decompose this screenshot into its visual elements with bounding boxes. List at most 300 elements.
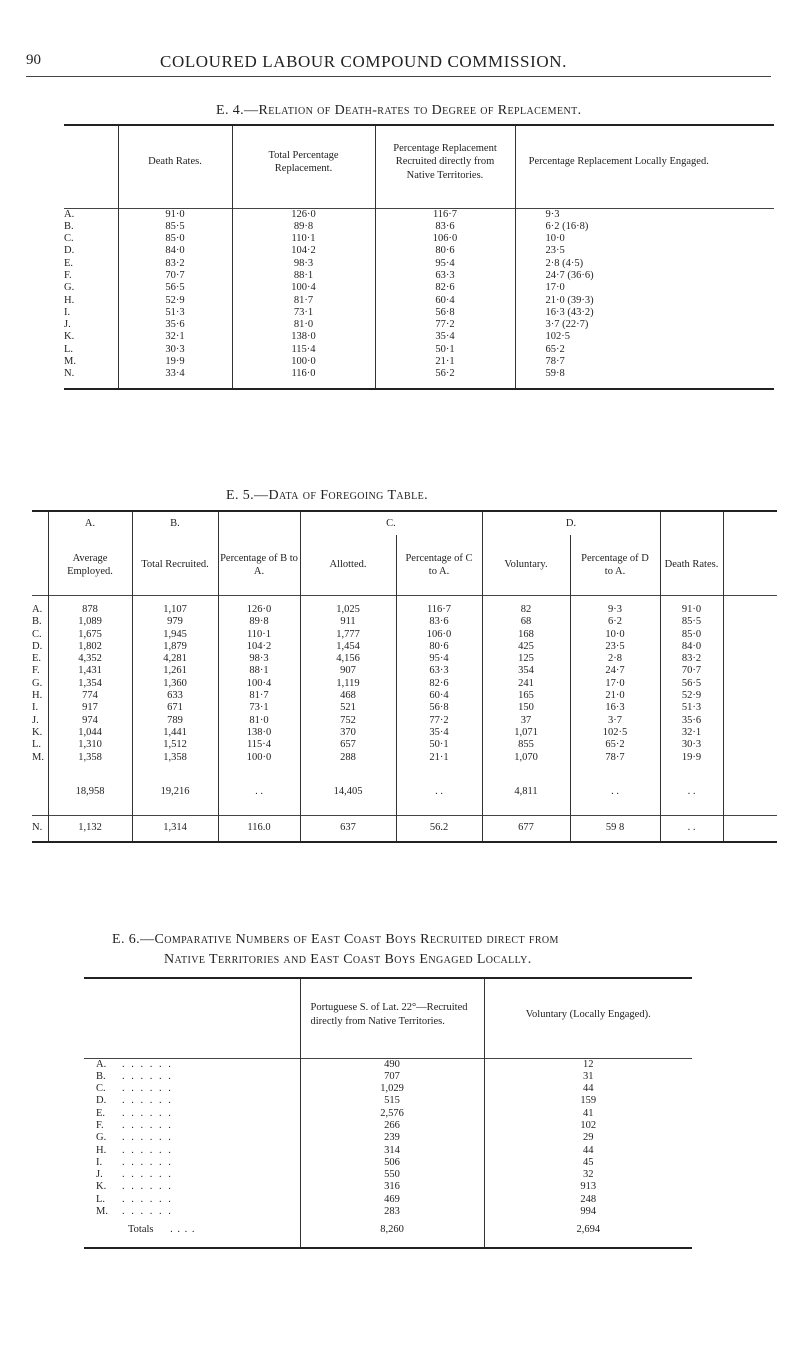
row-label-cell [84, 1132, 300, 1144]
voluntary-value: 45 [484, 1157, 692, 1169]
voluntary-value: 168 [482, 629, 570, 641]
leader-dots: . . . . . . [122, 1119, 173, 1131]
leader-dots: . . . . . . [122, 1193, 173, 1205]
row-label: G. [64, 282, 75, 294]
local-replacement-value: 23·5 [515, 245, 774, 257]
row-label: H. [96, 1144, 107, 1156]
native-replacement-value: 116·7 [375, 208, 515, 221]
pct-d-to-a-value: 9·3 [570, 604, 660, 616]
pct-b-to-a-value: 89·8 [218, 616, 300, 628]
portuguese-value: 2,576 [300, 1108, 484, 1120]
row-label: G. [96, 1132, 107, 1144]
row-label: I. [96, 1156, 103, 1168]
table-6-title-line2: Native Territories and East Coast Boys Engaged Locally. [164, 952, 532, 967]
row-label: K. [32, 726, 43, 738]
leader-dots: . . . . . . [122, 1181, 173, 1193]
row-label: K. [64, 331, 75, 343]
row-label-cell [84, 1120, 300, 1132]
table-row [32, 678, 777, 690]
leader-dots: . . . . . . [122, 1169, 173, 1181]
row-label-cell [84, 1083, 300, 1095]
portuguese-value: 707 [300, 1071, 484, 1083]
pct-d-to-a-value: 3·7 [570, 715, 660, 727]
allotted-value: 907 [300, 665, 396, 677]
row-label: J. [64, 319, 71, 331]
leader-dots: . . . . . . [122, 1144, 173, 1156]
leader-dots: . . . . . . [122, 1058, 173, 1070]
t5-header-average-employed: Average Employed. [48, 535, 132, 595]
t5-total-vol: 4,811 [482, 786, 570, 816]
row-label-cell [84, 1206, 300, 1218]
average-employed-value: 1,358 [48, 752, 132, 764]
pct-d-to-a-value: 21·0 [570, 690, 660, 702]
row-label: B. [96, 1070, 106, 1082]
local-replacement-value: 59·8 [515, 368, 774, 380]
table-4-title: Relation of Death-rates to Degree of Replacement. [258, 103, 582, 118]
death-rate-value: 85·5 [118, 221, 232, 233]
row-label: D. [32, 640, 43, 652]
voluntary-value: 125 [482, 653, 570, 665]
native-replacement-value: 56·8 [375, 307, 515, 319]
total-replacement-value: 115·4 [232, 344, 375, 356]
voluntary-value: 913 [484, 1181, 692, 1193]
row-label: A. [32, 604, 43, 615]
row-label: D. [64, 245, 75, 257]
death-rate-value: 83·2 [118, 258, 232, 270]
table-5-number: E. 5.— [226, 488, 269, 503]
local-replacement-value: 2·8 (4·5) [515, 258, 774, 270]
t5-totals-row [32, 786, 777, 816]
table-row [84, 1095, 692, 1107]
row-label: C. [96, 1083, 106, 1095]
table-row [32, 641, 777, 653]
pct-b-to-a-value: 81·7 [218, 690, 300, 702]
total-recruited-value: 4,281 [132, 653, 218, 665]
portuguese-value: 266 [300, 1120, 484, 1132]
pct-d-to-a-value: 10·0 [570, 629, 660, 641]
row-label-cell [84, 1194, 300, 1206]
page-number: 90 [26, 52, 41, 68]
pct-c-to-a-value: 83·6 [396, 616, 482, 628]
allotted-value: 1,025 [300, 604, 396, 616]
row-label: L. [96, 1193, 106, 1205]
t5-group-d: D. [482, 511, 660, 535]
row-label-cell [84, 1145, 300, 1157]
death-rate-value: 51·3 [118, 307, 232, 319]
table-row [84, 1157, 692, 1169]
row-label: L. [64, 343, 74, 355]
average-employed-value: 1,354 [48, 678, 132, 690]
pct-b-to-a-value: 100·0 [218, 752, 300, 764]
table-6-number: E. 6.— [112, 932, 155, 947]
total-recruited-value: 1,512 [132, 739, 218, 751]
table-6-title-line1: Comparative Numbers of East Coast Boys Recruited direct from [154, 932, 559, 947]
death-rate-value: 30·3 [660, 739, 723, 751]
row-label: D. [96, 1095, 107, 1107]
native-replacement-value: 80·6 [375, 245, 515, 257]
header-rule [26, 76, 771, 77]
local-replacement-value: 16·3 (43·2) [515, 307, 774, 319]
pct-c-to-a-value: 60·4 [396, 690, 482, 702]
allotted-value: 4,156 [300, 653, 396, 665]
native-replacement-value: 56·2 [375, 368, 515, 380]
table-row [84, 1120, 692, 1132]
total-recruited-value: 1,107 [132, 604, 218, 616]
leader-dots: . . . . . . [122, 1107, 173, 1119]
table-row [64, 258, 774, 270]
allotted-value: 1,454 [300, 641, 396, 653]
table-row [84, 1108, 692, 1120]
voluntary-value: 37 [482, 715, 570, 727]
voluntary-value: 12 [484, 1058, 692, 1071]
pct-b-to-a-value: 104·2 [218, 641, 300, 653]
voluntary-value: 82 [482, 604, 570, 616]
total-replacement-value: 88·1 [232, 270, 375, 282]
portuguese-value: 506 [300, 1157, 484, 1169]
t5-n-recr: 1,314 [132, 816, 218, 842]
row-label: C. [32, 628, 42, 640]
death-rate-value: 84·0 [118, 245, 232, 257]
table-row [32, 665, 777, 677]
row-label: M. [96, 1206, 108, 1218]
table-row [64, 307, 774, 319]
table-6-caption-line2 [164, 952, 532, 968]
death-rate-value: 84·0 [660, 641, 723, 653]
t6-totals-row [84, 1224, 692, 1248]
t5-header-pct-b: Percentage of B to A. [218, 535, 300, 595]
pct-c-to-a-value: 82·6 [396, 678, 482, 690]
pct-b-to-a-value: 88·1 [218, 665, 300, 677]
voluntary-value: 425 [482, 641, 570, 653]
row-label: E. [96, 1107, 106, 1119]
average-employed-value: 1,802 [48, 641, 132, 653]
local-replacement-value: 3·7 (22·7) [515, 319, 774, 331]
total-replacement-value: 81·7 [232, 295, 375, 307]
allotted-value: 911 [300, 616, 396, 628]
average-employed-value: 1,310 [48, 739, 132, 751]
total-recruited-value: 671 [132, 702, 218, 714]
average-employed-value: 878 [48, 604, 132, 616]
total-replacement-value: 116·0 [232, 368, 375, 380]
table-row [32, 604, 777, 616]
native-replacement-value: 106·0 [375, 233, 515, 245]
total-recruited-value: 1,360 [132, 678, 218, 690]
native-replacement-value: 83·6 [375, 221, 515, 233]
portuguese-value: 469 [300, 1194, 484, 1206]
table-row [64, 356, 774, 368]
table-row [84, 1194, 692, 1206]
average-employed-value: 4,352 [48, 653, 132, 665]
death-rate-value: 32·1 [660, 727, 723, 739]
table-row [32, 715, 777, 727]
death-rate-value: 70·7 [118, 270, 232, 282]
t6-total-voluntary: 2,694 [484, 1224, 692, 1248]
table-row [84, 1206, 692, 1218]
pct-b-to-a-value: 110·1 [218, 629, 300, 641]
portuguese-value: 316 [300, 1181, 484, 1193]
row-label: F. [32, 665, 40, 677]
leader-dots: . . . . . . [122, 1083, 173, 1095]
total-replacement-value: 138·0 [232, 331, 375, 343]
pct-c-to-a-value: 63·3 [396, 665, 482, 677]
t6-label-header [84, 978, 300, 1050]
t6-total-portuguese: 8,260 [300, 1224, 484, 1248]
t4-header-total: Total Percentage Replacement. [232, 125, 375, 198]
local-replacement-value: 24·7 (36·6) [515, 270, 774, 282]
local-replacement-value: 9·3 [515, 208, 774, 221]
table-row [64, 368, 774, 380]
total-recruited-value: 633 [132, 690, 218, 702]
voluntary-value: 248 [484, 1194, 692, 1206]
native-replacement-value: 21·1 [375, 356, 515, 368]
average-employed-value: 774 [48, 690, 132, 702]
pct-b-to-a-value: 115·4 [218, 739, 300, 751]
local-replacement-value: 17·0 [515, 282, 774, 294]
pct-d-to-a-value: 17·0 [570, 678, 660, 690]
row-label-cell [84, 1058, 300, 1071]
allotted-value: 468 [300, 690, 396, 702]
row-label: N. [64, 368, 75, 380]
death-rate-value: 51·3 [660, 702, 723, 714]
table-5-caption [226, 488, 428, 504]
portuguese-value: 239 [300, 1132, 484, 1144]
allotted-value: 1,119 [300, 678, 396, 690]
total-recruited-value: 1,441 [132, 727, 218, 739]
table-row [32, 653, 777, 665]
t5-n-avg: 1,132 [48, 816, 132, 842]
death-rate-value: 32·1 [118, 331, 232, 343]
row-label: E. [32, 653, 42, 665]
pct-d-to-a-value: 6·2 [570, 616, 660, 628]
row-label: G. [32, 677, 43, 689]
total-recruited-value: 1,358 [132, 752, 218, 764]
voluntary-value: 855 [482, 739, 570, 751]
table-row [64, 208, 774, 221]
row-label: M. [32, 751, 44, 763]
table-row [64, 233, 774, 245]
pct-d-to-a-value: 102·5 [570, 727, 660, 739]
table-4 [64, 124, 774, 390]
row-label-cell [84, 1169, 300, 1181]
total-recruited-value: 1,879 [132, 641, 218, 653]
t5-total-allot: 14,405 [300, 786, 396, 816]
voluntary-value: 29 [484, 1132, 692, 1144]
total-replacement-value: 110·1 [232, 233, 375, 245]
native-replacement-value: 60·4 [375, 295, 515, 307]
death-rate-value: 33·4 [118, 368, 232, 380]
row-label: K. [96, 1181, 107, 1193]
table-row [64, 344, 774, 356]
t5-header-pct-c: Percentage of C to A. [396, 535, 482, 595]
t5-header-death-rates: Death Rates. [660, 535, 723, 595]
total-replacement-value: 73·1 [232, 307, 375, 319]
voluntary-value: 354 [482, 665, 570, 677]
row-label: J. [96, 1169, 103, 1181]
voluntary-value: 159 [484, 1095, 692, 1107]
table-row [84, 1083, 692, 1095]
voluntary-value: 1,071 [482, 727, 570, 739]
voluntary-value: 44 [484, 1083, 692, 1095]
average-employed-value: 1,089 [48, 616, 132, 628]
total-replacement-value: 100·4 [232, 282, 375, 294]
total-recruited-value: 789 [132, 715, 218, 727]
t5-total-pb: . . [218, 786, 300, 816]
t5-n-row [32, 816, 777, 842]
table-row [84, 1145, 692, 1157]
row-label: F. [96, 1119, 104, 1131]
death-rate-value: 52·9 [118, 295, 232, 307]
pct-b-to-a-value: 81·0 [218, 715, 300, 727]
t6-totals-text: Totals [128, 1224, 154, 1236]
t5-header-total-recruited: Total Recruited. [132, 535, 218, 595]
pct-c-to-a-value: 77·2 [396, 715, 482, 727]
row-label: A. [96, 1058, 107, 1070]
table-5-title: Data of Foregoing Table. [268, 488, 428, 503]
pct-c-to-a-value: 50·1 [396, 739, 482, 751]
table-6-caption [112, 932, 559, 948]
voluntary-value: 994 [484, 1206, 692, 1218]
row-label: L. [32, 739, 42, 751]
pct-b-to-a-value: 138·0 [218, 727, 300, 739]
t5-header-allotted: Allotted. [300, 535, 396, 595]
pct-b-to-a-value: 98·3 [218, 653, 300, 665]
total-replacement-value: 81·0 [232, 319, 375, 331]
pct-c-to-a-value: 95·4 [396, 653, 482, 665]
allotted-value: 521 [300, 702, 396, 714]
table-row [32, 702, 777, 714]
portuguese-value: 1,029 [300, 1083, 484, 1095]
table-row [64, 331, 774, 343]
row-label: F. [64, 269, 72, 281]
voluntary-value: 241 [482, 678, 570, 690]
t5-n-pb: 116.0 [218, 816, 300, 842]
t5-total-pd: . . [570, 786, 660, 816]
death-rate-value: 85·5 [660, 616, 723, 628]
leader-dots: . . . . . . [122, 1095, 173, 1107]
t5-group-b: B. [132, 511, 218, 535]
death-rate-value: 85·0 [660, 629, 723, 641]
total-replacement-value: 89·8 [232, 221, 375, 233]
t5-n-death: . . [660, 816, 723, 842]
table-row [32, 629, 777, 641]
death-rate-value: 91·0 [118, 208, 232, 221]
native-replacement-value: 77·2 [375, 319, 515, 331]
pct-c-to-a-value: 106·0 [396, 629, 482, 641]
row-label: C. [64, 233, 74, 245]
voluntary-value: 150 [482, 702, 570, 714]
portuguese-value: 490 [300, 1058, 484, 1071]
table-row [84, 1181, 692, 1193]
t5-group-a: A. [48, 511, 132, 535]
row-label-cell [84, 1181, 300, 1193]
death-rate-value: 19·9 [660, 752, 723, 764]
portuguese-value: 550 [300, 1169, 484, 1181]
row-label: M. [64, 356, 76, 368]
table-row [64, 282, 774, 294]
voluntary-value: 44 [484, 1145, 692, 1157]
death-rate-value: 85·0 [118, 233, 232, 245]
page-header [0, 52, 801, 82]
average-employed-value: 917 [48, 702, 132, 714]
row-label-cell [84, 1157, 300, 1169]
average-employed-value: 1,675 [48, 629, 132, 641]
local-replacement-value: 10·0 [515, 233, 774, 245]
allotted-value: 370 [300, 727, 396, 739]
native-replacement-value: 63·3 [375, 270, 515, 282]
voluntary-value: 32 [484, 1169, 692, 1181]
table-row [32, 616, 777, 628]
row-label: I. [64, 306, 71, 318]
pct-c-to-a-value: 56·8 [396, 702, 482, 714]
total-recruited-value: 1,261 [132, 665, 218, 677]
t6-header-voluntary: Voluntary (Locally Engaged). [484, 978, 692, 1050]
local-replacement-value: 78·7 [515, 356, 774, 368]
table-row [64, 319, 774, 331]
row-label: A. [64, 208, 75, 220]
death-rate-value: 35·6 [660, 715, 723, 727]
t5-header-pct-d: Percentage of D to A. [570, 535, 660, 595]
t5-n-pd: 59 8 [570, 816, 660, 842]
table-row [64, 245, 774, 257]
pct-d-to-a-value: 2·8 [570, 653, 660, 665]
t4-header-local: Percentage Replacement Locally Engaged. [515, 125, 774, 198]
table-row [32, 752, 777, 764]
t5-total-recr: 19,216 [132, 786, 218, 816]
allotted-value: 657 [300, 739, 396, 751]
voluntary-value: 68 [482, 616, 570, 628]
t5-n-label: N. [32, 822, 43, 834]
native-replacement-value: 82·6 [375, 282, 515, 294]
t5-n-allot: 637 [300, 816, 396, 842]
average-employed-value: 1,044 [48, 727, 132, 739]
allotted-value: 288 [300, 752, 396, 764]
table-5 [32, 510, 777, 843]
total-replacement-value: 98·3 [232, 258, 375, 270]
table-row [84, 1169, 692, 1181]
local-replacement-value: 21·0 (39·3) [515, 295, 774, 307]
pct-d-to-a-value: 65·2 [570, 739, 660, 751]
voluntary-value: 31 [484, 1071, 692, 1083]
death-rate-value: 52·9 [660, 690, 723, 702]
table-row [84, 1071, 692, 1083]
death-rate-value: 56·5 [660, 678, 723, 690]
allotted-value: 1,777 [300, 629, 396, 641]
row-label: H. [32, 690, 43, 702]
t4-label-header [64, 125, 118, 198]
row-label: B. [64, 220, 74, 232]
t5-header-voluntary: Voluntary. [482, 535, 570, 595]
leader-dots: . . . . . . [122, 1070, 173, 1082]
table-row [64, 295, 774, 307]
table-4-number: E. 4.— [216, 103, 259, 118]
t5-n-pc: 56.2 [396, 816, 482, 842]
leader-dots: . . . . . . [122, 1132, 173, 1144]
pct-c-to-a-value: 116·7 [396, 604, 482, 616]
t5-total-avg: 18,958 [48, 786, 132, 816]
portuguese-value: 515 [300, 1095, 484, 1107]
t5-total-pc: . . [396, 786, 482, 816]
native-replacement-value: 50·1 [375, 344, 515, 356]
row-label-cell [84, 1108, 300, 1120]
row-label: J. [32, 714, 39, 726]
row-label: E. [64, 257, 74, 269]
voluntary-value: 1,070 [482, 752, 570, 764]
voluntary-value: 165 [482, 690, 570, 702]
portuguese-value: 283 [300, 1206, 484, 1218]
local-replacement-value: 6·2 (16·8) [515, 221, 774, 233]
death-rate-value: 30·3 [118, 344, 232, 356]
pct-d-to-a-value: 23·5 [570, 641, 660, 653]
